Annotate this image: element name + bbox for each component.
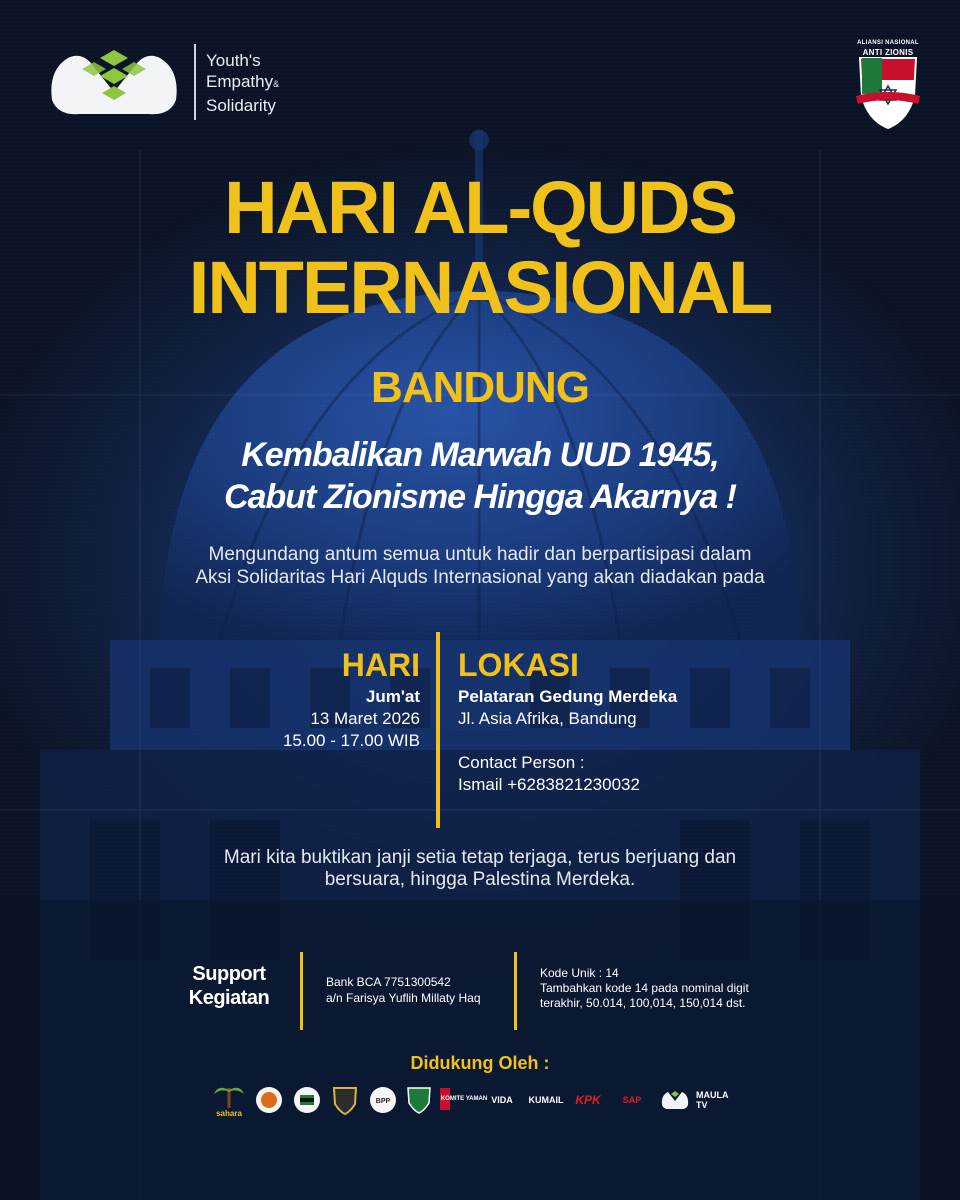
- organizer-name: [206, 50, 279, 116]
- support-heading: [178, 962, 280, 1010]
- partner-logo: [848, 36, 928, 136]
- schedule-block: [232, 646, 420, 752]
- organizer-line-3: Solidarity: [206, 96, 276, 115]
- contact-person: Ismail +6283821230032: [458, 775, 640, 794]
- tagline-line-1: Kembalikan Marwah UUD 1945,: [241, 436, 719, 474]
- sponsor-logo: [404, 1082, 434, 1118]
- bank-info: [326, 974, 481, 1006]
- partner-logo-bottom-text: ANTI ZIONIS: [862, 48, 914, 57]
- sponsor-label: VIDA: [491, 1095, 513, 1105]
- schedule-time: 15.00 - 17.00 WIB: [282, 731, 420, 750]
- sponsor-label: KPK: [575, 1093, 601, 1107]
- sponsor-label: BPP: [375, 1098, 391, 1105]
- sponsor-logo: [570, 1082, 606, 1118]
- event-city: BANDUNG: [371, 363, 589, 412]
- circle-emblem-icon: [368, 1085, 398, 1115]
- schedule-heading: HARI: [341, 647, 420, 683]
- partner-logo-top-text: ALIANSI NASIONAL: [857, 40, 919, 46]
- sponsor-logo: [328, 1082, 362, 1118]
- organizer-logo: [44, 40, 304, 130]
- komite-logo-icon: [438, 1084, 488, 1116]
- location-heading: LOKASI: [458, 647, 579, 683]
- circle-emblem-icon: [254, 1085, 284, 1115]
- palm-tree-icon: [212, 1082, 246, 1118]
- support-heading-line-2: Kegiatan: [188, 987, 270, 1009]
- shield-emblem-icon: [330, 1084, 360, 1116]
- tagline-line-2: Cabut Zionisme Hingga Akarnya !: [224, 478, 736, 516]
- invitation-line-1: Mengundang antum semua untuk hadir dan berpartisipasi dalam: [208, 544, 752, 565]
- sponsor-label: SAP: [622, 1095, 642, 1105]
- title-line-1: HARI AL-QUDS: [224, 166, 736, 249]
- sponsor-logo: [526, 1082, 566, 1118]
- schedule-date: 13 Maret 2026: [310, 709, 420, 728]
- sponsors-heading: Didukung Oleh :: [410, 1053, 550, 1073]
- support-divider-2: [514, 952, 517, 1030]
- circle-emblem-icon: [292, 1085, 322, 1115]
- shield-emblem-icon: [405, 1085, 433, 1115]
- location-address: Jl. Asia Afrika, Bandung: [458, 709, 637, 728]
- contact-label: Contact Person :: [458, 753, 585, 772]
- location-venue: Pelataran Gedung Merdeka: [458, 687, 678, 706]
- shield-emblem-icon: [848, 36, 928, 136]
- bank-account: Bank BCA 7751300542: [326, 975, 451, 989]
- support-heading-line-1: Support: [192, 963, 266, 985]
- hands-logo-icon: [44, 40, 184, 120]
- sponsor-label: sahara: [216, 1109, 242, 1118]
- sponsor-label: KOMITE YAMAN: [440, 1096, 488, 1102]
- logo-separator: [194, 44, 196, 120]
- sponsor-logo: [610, 1082, 654, 1118]
- unique-code: Kode Unik : 14: [540, 966, 619, 980]
- sponsor-label: MAULA TV: [696, 1090, 729, 1110]
- sponsor-logo: [212, 1082, 246, 1118]
- schedule-day: Jum'at: [365, 687, 420, 706]
- unique-code-note-1: Tambahkan kode 14 pada nominal digit: [540, 981, 749, 995]
- unique-code-note-2: terakhir, 50.014, 100,014, 150,014 dst.: [540, 996, 746, 1010]
- closing-line-2: bersuara, hingga Palestina Merdeka.: [324, 869, 636, 890]
- sponsor-logo: [290, 1082, 324, 1118]
- closing-line-1: Mari kita buktikan janji setia tetap terjaga, terus berjuang dan: [223, 847, 737, 868]
- bank-holder: a/n Farisya Yuflih Millaty Haq: [326, 991, 481, 1005]
- sponsor-logo: [438, 1082, 488, 1118]
- organizer-line-1: Youth's: [206, 51, 261, 70]
- sponsor-logo: [366, 1082, 400, 1118]
- sponsor-logo: [482, 1082, 522, 1118]
- unique-code-info: [540, 966, 800, 1011]
- support-divider-1: [300, 952, 303, 1030]
- sponsor-logo: [252, 1082, 286, 1118]
- invitation-line-2: Aksi Solidaritas Hari Alquds Internasional yang akan diadakan pada: [195, 567, 765, 588]
- sponsor-logo: [696, 1082, 742, 1118]
- location-block: [458, 646, 818, 796]
- schedule-divider: [436, 632, 440, 828]
- sponsor-logo: [658, 1082, 692, 1118]
- organizer-line-2: Empathy&: [206, 72, 280, 91]
- sponsor-label: KUMAIL: [528, 1095, 564, 1105]
- sponsor-logos: [212, 1082, 772, 1122]
- hands-logo-icon: [660, 1087, 690, 1113]
- title-line-2: INTERNASIONAL: [188, 246, 772, 329]
